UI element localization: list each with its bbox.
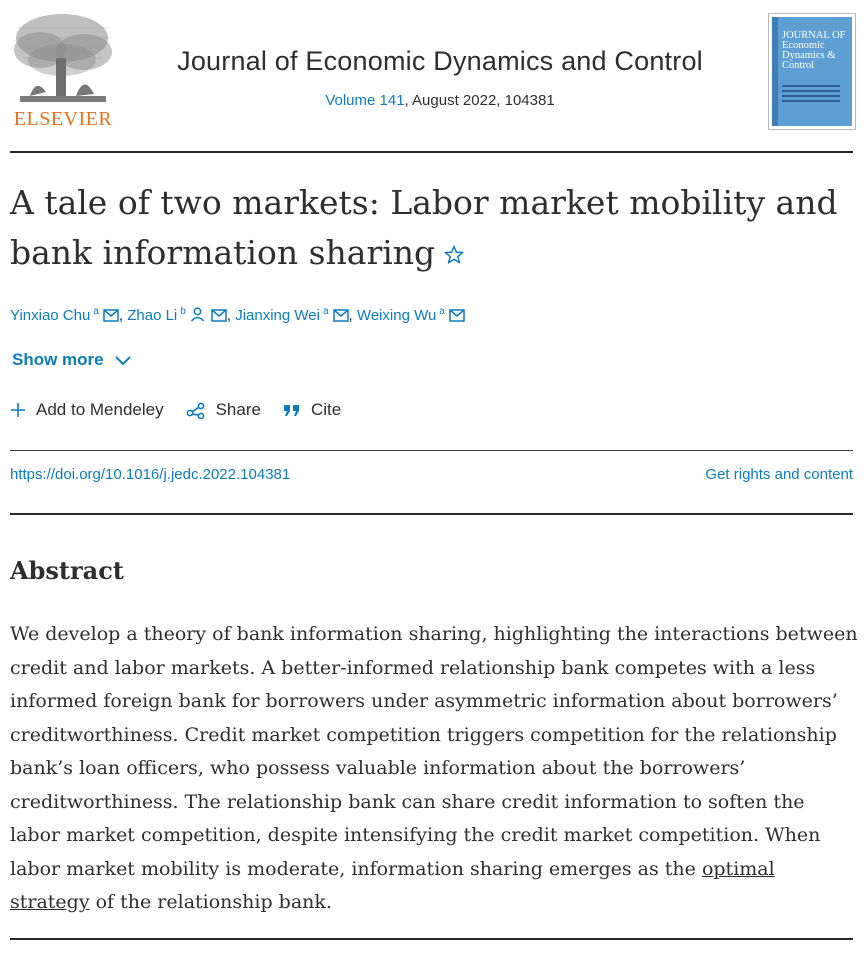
- show-more-button[interactable]: [12, 350, 132, 370]
- cover-image: [772, 17, 852, 126]
- cover-lines: [782, 85, 840, 105]
- abstract-heading: Abstract: [10, 556, 124, 585]
- affiliation-sup: b: [180, 306, 186, 317]
- cite-label: Cite: [310, 400, 342, 419]
- optimal-strategy-link[interactable]: optimal strategy: [10, 857, 775, 913]
- abstract-text: [10, 618, 858, 920]
- cover-title: JOURNAL OF Economic Dynamics & Control: [782, 30, 846, 71]
- divider: [10, 450, 853, 451]
- share-label: Share: [215, 400, 261, 419]
- add-to-mendeley-label: Add to Mendeley: [36, 400, 164, 419]
- envelope-icon[interactable]: [103, 309, 119, 326]
- abstract-body-end: of the relationship bank.: [89, 891, 332, 913]
- envelope-icon[interactable]: [333, 309, 349, 326]
- cover-strip: [772, 17, 778, 126]
- share-icon: [186, 401, 206, 419]
- issue-info: , August 2022, 104381: [404, 92, 555, 109]
- header-divider: [10, 151, 853, 153]
- author-link[interactable]: Zhao Li: [127, 307, 178, 324]
- add-to-mendeley-button[interactable]: [10, 400, 164, 420]
- author-link[interactable]: Weixing Wu: [356, 307, 437, 324]
- rights-link[interactable]: Get rights and content: [705, 466, 853, 483]
- article-title-text: A tale of two markets: Labor market mobility and bank information sharing: [10, 183, 838, 272]
- person-icon[interactable]: [190, 307, 205, 326]
- share-button[interactable]: [186, 400, 261, 420]
- publisher-name: ELSEVIER: [13, 108, 113, 130]
- envelope-icon[interactable]: [449, 309, 465, 326]
- article-title: [10, 178, 855, 280]
- abstract-body: We develop a theory of bank information sharing, highlighting the interactions between credit and labor markets. A better-informed relationship bank competes with a less informed foreign bank for borrowers under asymmetric information about borrowers’ creditworthiness. Credit market competition triggers competition for the relationship bank’s loan officers, who possess valuable information about the borrowers’ creditworthiness. The relationship bank can share credit information to soften the labor market competition, despite intensifying the credit market competition. When labor market mobility is moderate, information sharing emerges as the: [10, 623, 858, 880]
- affiliation-sup: a: [439, 306, 445, 317]
- chevron-down-icon: [114, 354, 132, 366]
- quote-icon: [283, 403, 301, 417]
- cite-button[interactable]: [283, 400, 341, 420]
- journal-cover[interactable]: [768, 13, 856, 130]
- affiliation-sup: a: [93, 306, 99, 317]
- journal-meta: [120, 92, 760, 109]
- show-more-label: Show more: [12, 350, 104, 369]
- author-list: Yinxiao Chu $^a$ , Zhao Li $^b$ , Jianxing Wei $^a$ , Weixing Wu $^a$: [10, 306, 465, 326]
- doi-link[interactable]: https://doi.org/10.1016/j.jedc.2022.104381: [10, 466, 291, 483]
- envelope-icon[interactable]: [211, 309, 227, 326]
- volume-link[interactable]: Volume 141: [325, 92, 405, 109]
- divider: [10, 938, 853, 940]
- divider: [10, 513, 853, 515]
- author-link[interactable]: Jianxing Wei: [235, 307, 320, 324]
- plus-icon: [10, 402, 26, 418]
- star-icon[interactable]: [443, 230, 465, 280]
- elsevier-logo[interactable]: [10, 8, 116, 132]
- journal-title[interactable]: Journal of Economic Dynamics and Control: [177, 46, 703, 76]
- author-link[interactable]: Yinxiao Chu: [10, 307, 91, 324]
- affiliation-sup: a: [322, 306, 329, 317]
- article-actions: [10, 400, 363, 420]
